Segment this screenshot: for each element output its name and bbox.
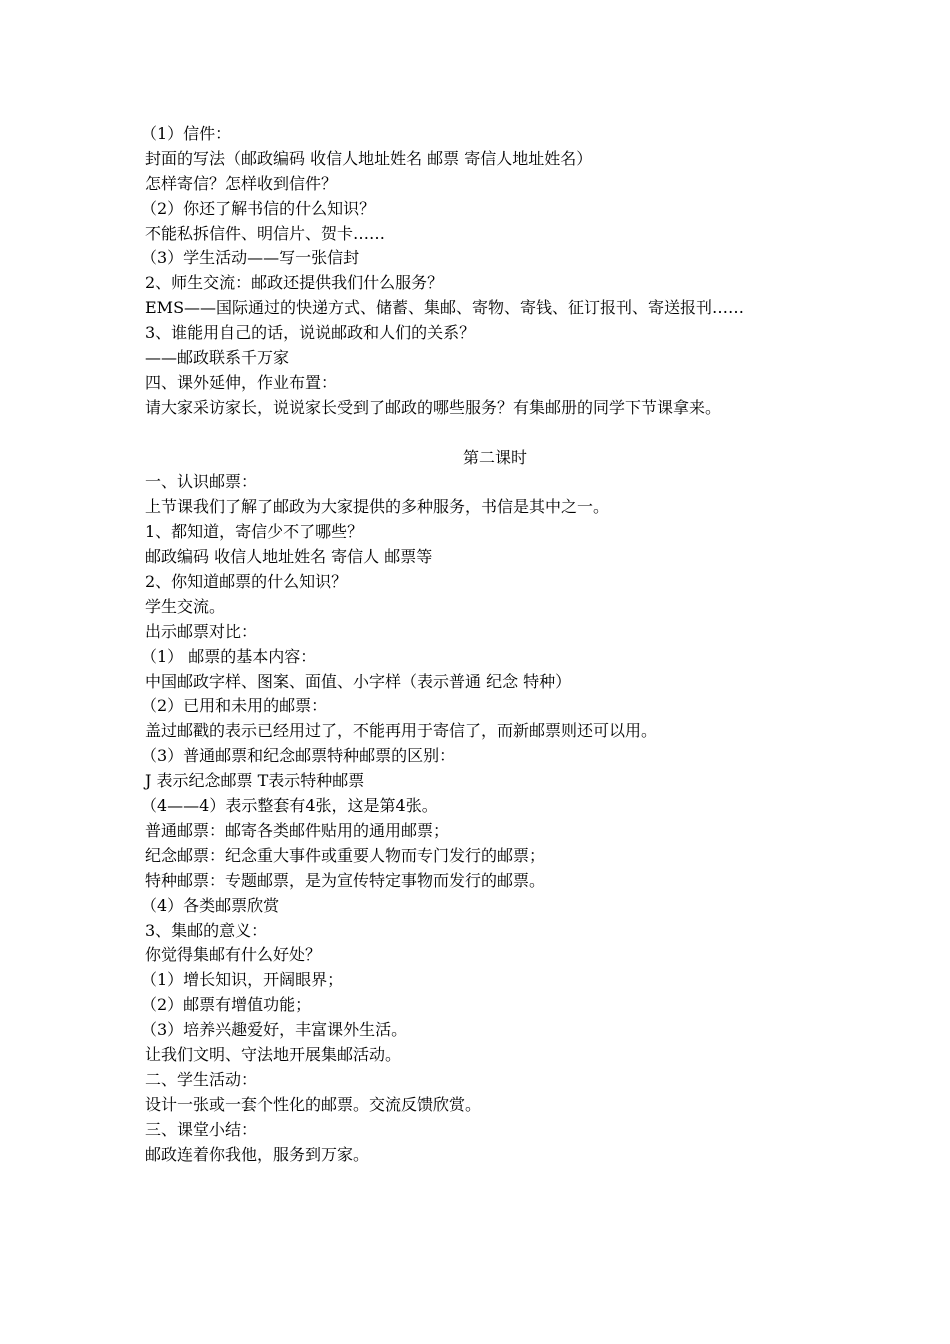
text-line: （1）信件：	[141, 124, 232, 143]
text-line: 四、课外延伸，作业布置：	[145, 372, 338, 392]
text-line: 封面的写法（邮政编码 收信人地址姓名 邮票 寄信人地址姓名）	[145, 148, 593, 168]
text-line: 不能私拆信件、明信片、贺卡……	[145, 223, 386, 243]
text-line: （3）学生活动——写一张信封	[141, 248, 360, 268]
text-line: 设计一张或一套个性化的邮票。交流反馈欣赏。	[145, 1094, 482, 1114]
text-line: 2、师生交流：邮政还提供我们什么服务？	[145, 273, 444, 293]
text-line: （1） 邮票的基本内容：	[141, 646, 317, 666]
text-line: （3）普通邮票和纪念邮票特种邮票的区别：	[141, 746, 456, 766]
text-line: ——邮政联系千万家	[145, 348, 290, 368]
text-line: 一、认识邮票：	[145, 472, 258, 492]
document-page	[141, 122, 845, 1167]
text-line: 你觉得集邮有什么好处？	[145, 945, 322, 965]
text-line: 纪念邮票：纪念重大事件或重要人物而专门发行的邮票；	[145, 845, 546, 865]
text-line: （3）培养兴趣爱好，丰富课外生活。	[141, 1020, 408, 1040]
text-line: （2）邮票有增值功能；	[141, 995, 312, 1015]
text-line: 邮政编码 收信人地址姓名 寄信人 邮票等	[145, 547, 433, 567]
lesson-two-heading: 第二课时	[462, 447, 527, 467]
text-line: 特种邮票：专题邮票，是为宣传特定事物而发行的邮票。	[145, 870, 546, 890]
text-line: 中国邮政字样、图案、面值、小字样（表示普通 纪念 特种）	[145, 671, 572, 691]
text-line: 3、谁能用自己的话，说说邮政和人们的关系？	[145, 323, 476, 343]
text-line: 盖过邮戳的表示已经用过了，不能再用于寄信了，而新邮票则还可以用。	[145, 721, 658, 741]
text-line: EMS——国际通过的快递方式、储蓄、集邮、寄物、寄钱、征订报刊、寄送报刊……	[145, 298, 745, 318]
text-line: （2）你还了解书信的什么知识？	[141, 198, 376, 218]
text-line: 3、集邮的意义：	[145, 920, 268, 940]
text-line: 让我们文明、守法地开展集邮活动。	[145, 1044, 402, 1064]
text-line: 出示邮票对比：	[145, 621, 258, 641]
text-line: 邮政连着你我他，服务到万家。	[145, 1144, 370, 1164]
text-line: 1、都知道，寄信少不了哪些？	[145, 522, 364, 542]
text-line: 二、学生活动：	[145, 1069, 258, 1089]
text-line: 上节课我们了解了邮政为大家提供的多种服务，书信是其中之一。	[145, 497, 610, 517]
text-line: 怎样寄信？怎样收到信件？	[145, 173, 338, 193]
text-line: （4——4）表示整套有4张，这是第4张。	[141, 796, 438, 816]
text-line: J 表示纪念邮票 T表示特种邮票	[145, 771, 365, 791]
text-line: 三、课堂小结：	[145, 1119, 258, 1139]
text-line: （1）增长知识，开阔眼界；	[141, 970, 344, 990]
text-line: （2）已用和未用的邮票：	[141, 696, 328, 716]
text-line: 2、你知道邮票的什么知识？	[145, 572, 348, 592]
lesson-one-section	[141, 122, 845, 421]
lesson-two-section	[141, 470, 845, 1167]
text-line: （4）各类邮票欣赏	[141, 895, 280, 915]
text-line: 普通邮票：邮寄各类邮件贴用的通用邮票；	[145, 820, 450, 840]
text-line: 请大家采访家长，说说家长受到了邮政的哪些服务？有集邮册的同学下节课拿来。	[145, 397, 722, 417]
text-line: 学生交流。	[145, 596, 226, 616]
